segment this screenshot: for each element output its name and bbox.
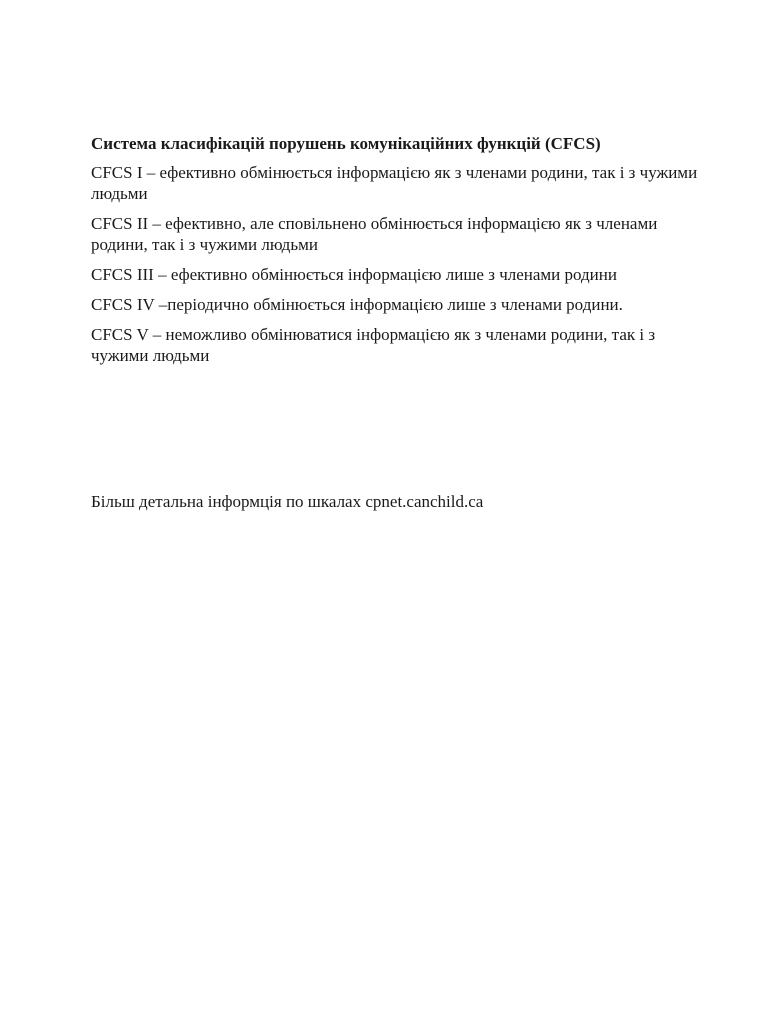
cfcs-level-2: CFCS II – ефективно, але сповільнено обмінюється інформацією як з членами родини, так і з чужими людьми [91, 214, 658, 254]
cfcs-level-4: CFCS IV –періодично обмінюється інформацією лише з членами родини. [91, 295, 623, 314]
document-body [91, 133, 711, 375]
document-title: Система класифікацій порушень комунікаційних функцій (CFCS) [91, 134, 601, 153]
cfcs-level-1: CFCS I – ефективно обмінюється інформацією як з членами родини, так і з чужими людьми [91, 163, 698, 203]
cfcs-level-3: CFCS III – ефективно обмінюється інформацією лише з членами родини [91, 265, 617, 284]
cfcs-level-5: CFCS V – неможливо обмінюватися інформацією як з членами родини, так і з чужими людьми [91, 325, 656, 365]
more-info-footer: Більш детальна інформція по шкалах cpnet.canchild.ca [91, 492, 484, 511]
